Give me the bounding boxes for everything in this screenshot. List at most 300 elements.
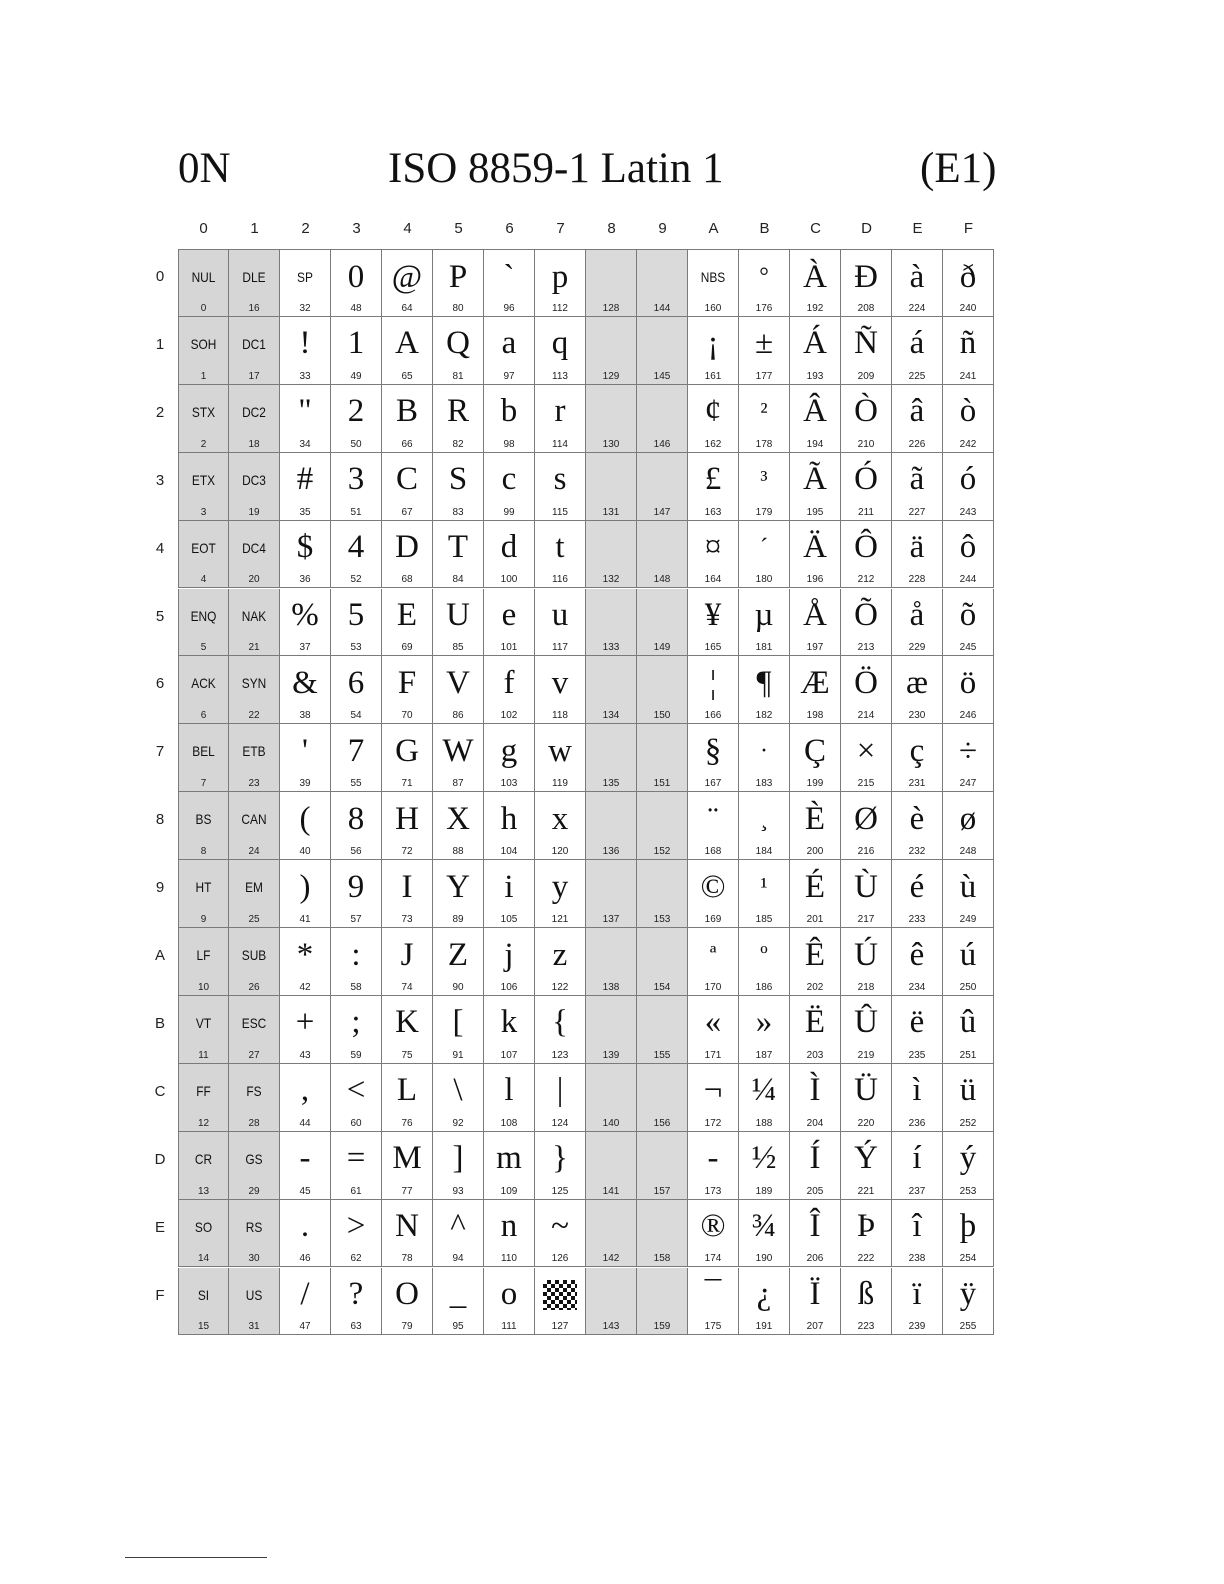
char-glyph: d bbox=[500, 529, 518, 566]
char-glyph: Ð bbox=[854, 258, 878, 295]
char-cell bbox=[586, 928, 637, 996]
char-glyph: ENQ bbox=[190, 607, 217, 624]
char-cell bbox=[790, 1200, 841, 1268]
char-glyph: ± bbox=[754, 325, 774, 362]
char-code: 92 bbox=[452, 1117, 464, 1129]
char-code: 183 bbox=[755, 778, 773, 790]
char-glyph: 0 bbox=[347, 258, 365, 295]
char-glyph: ç bbox=[909, 732, 925, 769]
char-cell bbox=[637, 1064, 688, 1132]
char-code: 202 bbox=[806, 981, 824, 993]
char-glyph bbox=[586, 728, 636, 774]
char-code: 31 bbox=[248, 1321, 260, 1333]
char-glyph: US bbox=[245, 1286, 263, 1303]
char-glyph: M bbox=[392, 1140, 422, 1177]
char-cell bbox=[739, 453, 790, 521]
char-code: 88 bbox=[452, 846, 464, 858]
char-glyph bbox=[637, 1000, 687, 1046]
char-cell bbox=[790, 453, 841, 521]
char-glyph: Ë bbox=[804, 1004, 826, 1041]
char-cell bbox=[892, 1064, 943, 1132]
char-cell bbox=[790, 928, 841, 996]
char-glyph: e bbox=[501, 597, 517, 633]
char-glyph: Ç bbox=[803, 732, 826, 769]
char-glyph: B bbox=[395, 393, 418, 430]
char-glyph: Ö bbox=[854, 664, 878, 701]
char-cell bbox=[178, 1132, 229, 1200]
char-code: 134 bbox=[602, 710, 620, 722]
char-cell bbox=[892, 521, 943, 589]
char-cell bbox=[790, 656, 841, 724]
char-cell bbox=[280, 1268, 331, 1336]
char-glyph: ³ bbox=[760, 466, 768, 493]
char-code: 87 bbox=[452, 778, 464, 790]
char-cell bbox=[892, 1132, 943, 1200]
char-cell bbox=[688, 521, 739, 589]
char-cell bbox=[841, 860, 892, 928]
char-glyph bbox=[586, 254, 636, 300]
char-code: 20 bbox=[248, 574, 260, 586]
char-cell bbox=[484, 860, 535, 928]
char-cell bbox=[841, 589, 892, 657]
char-cell bbox=[586, 1200, 637, 1268]
char-glyph: n bbox=[500, 1208, 518, 1245]
char-glyph: < bbox=[346, 1072, 366, 1109]
char-code: 80 bbox=[452, 302, 464, 314]
char-glyph: C bbox=[395, 461, 418, 498]
char-code: 220 bbox=[857, 1117, 875, 1129]
char-code: 100 bbox=[500, 574, 518, 586]
char-cell bbox=[178, 928, 229, 996]
char-glyph: , bbox=[300, 1072, 310, 1109]
char-code: 40 bbox=[299, 846, 311, 858]
char-code: 36 bbox=[299, 574, 311, 586]
char-cell bbox=[943, 385, 994, 453]
char-cell bbox=[535, 589, 586, 657]
char-cell bbox=[178, 1200, 229, 1268]
char-code: 238 bbox=[908, 1253, 926, 1265]
char-cell bbox=[637, 249, 688, 317]
char-glyph: Æ bbox=[800, 664, 830, 701]
char-cell bbox=[280, 724, 331, 792]
char-glyph: h bbox=[500, 800, 518, 837]
char-code: 10 bbox=[197, 981, 210, 993]
char-glyph: é bbox=[909, 868, 925, 905]
char-code: 19 bbox=[248, 506, 260, 518]
char-glyph: ! bbox=[299, 325, 311, 362]
char-glyph bbox=[637, 1272, 687, 1318]
char-code: 67 bbox=[401, 506, 413, 518]
char-glyph: U bbox=[446, 597, 470, 633]
char-cell bbox=[739, 521, 790, 589]
char-code: 3 bbox=[200, 506, 207, 518]
char-glyph: ¦ bbox=[709, 664, 717, 701]
char-code: 216 bbox=[857, 846, 875, 858]
char-cell bbox=[688, 249, 739, 317]
char-glyph: » bbox=[755, 1004, 773, 1041]
char-code: 131 bbox=[602, 506, 620, 518]
char-cell bbox=[739, 656, 790, 724]
char-glyph: ø bbox=[959, 800, 977, 837]
char-glyph: Ò bbox=[854, 393, 878, 430]
char-code: 145 bbox=[653, 370, 671, 382]
char-cell bbox=[739, 589, 790, 657]
char-glyph: \ bbox=[453, 1072, 463, 1109]
row-header: 6 bbox=[155, 675, 165, 693]
char-code: 153 bbox=[653, 913, 671, 925]
char-glyph: CAN bbox=[241, 811, 267, 828]
char-cell bbox=[229, 521, 280, 589]
char-code: 135 bbox=[602, 778, 620, 790]
char-glyph: ÷ bbox=[958, 732, 978, 769]
char-cell bbox=[892, 860, 943, 928]
char-glyph: x bbox=[551, 800, 569, 837]
char-cell bbox=[433, 928, 484, 996]
char-cell bbox=[229, 1064, 280, 1132]
char-code: 51 bbox=[350, 506, 362, 518]
page-title: ISO 8859-1 Latin 1 bbox=[388, 145, 724, 192]
char-cell bbox=[739, 928, 790, 996]
char-cell bbox=[331, 1064, 382, 1132]
char-cell bbox=[586, 1132, 637, 1200]
char-glyph: & bbox=[292, 664, 318, 701]
char-code: 111 bbox=[501, 1321, 517, 1333]
char-glyph: È bbox=[804, 800, 826, 837]
char-cell bbox=[535, 521, 586, 589]
char-code: 97 bbox=[503, 370, 515, 382]
char-glyph: ã bbox=[909, 461, 925, 498]
row-header: B bbox=[154, 1014, 165, 1032]
char-code: 213 bbox=[857, 642, 875, 654]
char-cell bbox=[790, 724, 841, 792]
char-glyph bbox=[637, 1068, 687, 1114]
char-code: 82 bbox=[452, 438, 464, 450]
char-code: 26 bbox=[248, 981, 260, 993]
char-glyph: © bbox=[700, 868, 726, 905]
char-glyph: á bbox=[909, 325, 925, 362]
char-glyph: ¯ bbox=[704, 1276, 722, 1312]
char-code: 30 bbox=[248, 1253, 260, 1265]
char-code: 72 bbox=[401, 846, 413, 858]
char-code: 204 bbox=[806, 1117, 824, 1129]
char-cell bbox=[790, 860, 841, 928]
char-code: 48 bbox=[350, 302, 362, 314]
char-code: 56 bbox=[350, 846, 362, 858]
char-cell bbox=[331, 521, 382, 589]
char-cell bbox=[484, 724, 535, 792]
char-glyph: 7 bbox=[347, 732, 365, 769]
char-code: 104 bbox=[500, 846, 518, 858]
char-code: 115 bbox=[552, 506, 568, 518]
char-cell bbox=[739, 317, 790, 385]
char-code: 186 bbox=[755, 981, 773, 993]
char-code: 200 bbox=[806, 846, 824, 858]
char-code: 248 bbox=[959, 846, 977, 858]
char-code: 18 bbox=[248, 438, 260, 450]
char-code: 110 bbox=[501, 1253, 517, 1265]
char-code: 63 bbox=[350, 1321, 362, 1333]
char-code: 39 bbox=[299, 778, 311, 790]
char-code: 103 bbox=[500, 778, 518, 790]
char-cell bbox=[841, 1132, 892, 1200]
char-code: 117 bbox=[552, 642, 568, 654]
char-code: 176 bbox=[755, 302, 773, 314]
char-code: 22 bbox=[248, 710, 260, 722]
char-glyph: ¶ bbox=[756, 664, 772, 701]
char-code: 190 bbox=[755, 1253, 773, 1265]
char-cell bbox=[943, 1200, 994, 1268]
char-cell bbox=[280, 860, 331, 928]
char-glyph: ¸ bbox=[760, 806, 768, 833]
char-glyph: ä bbox=[909, 529, 925, 566]
char-glyph: % bbox=[291, 597, 319, 633]
char-cell bbox=[586, 249, 637, 317]
char-cell bbox=[892, 1200, 943, 1268]
char-cell bbox=[637, 1200, 688, 1268]
char-glyph: } bbox=[552, 1140, 568, 1177]
char-glyph: Å bbox=[803, 597, 827, 633]
char-cell bbox=[433, 385, 484, 453]
row-header: 4 bbox=[155, 539, 165, 557]
char-code: 83 bbox=[452, 506, 464, 518]
char-glyph: SP bbox=[297, 269, 313, 285]
char-cell bbox=[331, 385, 382, 453]
column-header: D bbox=[861, 220, 872, 237]
char-code: 23 bbox=[248, 778, 260, 790]
char-code: 41 bbox=[299, 913, 311, 925]
char-code: 191 bbox=[755, 1321, 773, 1333]
char-glyph: ¤ bbox=[704, 529, 722, 566]
char-cell bbox=[280, 1064, 331, 1132]
char-glyph: ¥ bbox=[704, 597, 722, 633]
char-code: 174 bbox=[704, 1253, 722, 1265]
char-glyph: ¾ bbox=[751, 1208, 777, 1245]
char-glyph: NAK bbox=[241, 607, 267, 624]
char-cell bbox=[484, 385, 535, 453]
char-code: 89 bbox=[452, 913, 464, 925]
char-code: 247 bbox=[959, 778, 977, 790]
char-glyph: SI bbox=[197, 1286, 210, 1303]
char-cell bbox=[739, 1200, 790, 1268]
char-cell bbox=[331, 453, 382, 521]
char-code: 77 bbox=[401, 1185, 413, 1197]
char-cell bbox=[178, 385, 229, 453]
char-code: 175 bbox=[704, 1321, 722, 1333]
char-code: 157 bbox=[653, 1185, 671, 1197]
char-cell bbox=[841, 249, 892, 317]
char-code: 64 bbox=[401, 302, 413, 314]
char-cell bbox=[892, 656, 943, 724]
char-cell bbox=[688, 928, 739, 996]
char-glyph: Û bbox=[854, 1004, 878, 1041]
char-cell bbox=[484, 792, 535, 860]
char-glyph: 8 bbox=[347, 800, 365, 837]
char-code: 242 bbox=[959, 438, 977, 450]
char-cell bbox=[382, 1268, 433, 1336]
char-cell bbox=[433, 996, 484, 1064]
char-code: 168 bbox=[704, 846, 722, 858]
char-cell bbox=[637, 385, 688, 453]
char-glyph: å bbox=[909, 597, 925, 633]
char-glyph: SYN bbox=[241, 675, 267, 692]
char-code: 244 bbox=[959, 574, 977, 586]
char-cell bbox=[637, 792, 688, 860]
char-cell bbox=[586, 1064, 637, 1132]
char-glyph: _ bbox=[449, 1276, 467, 1312]
char-code: 252 bbox=[959, 1117, 977, 1129]
char-cell bbox=[484, 317, 535, 385]
char-glyph: CR bbox=[194, 1150, 213, 1167]
char-cell bbox=[841, 317, 892, 385]
char-glyph: ò bbox=[959, 393, 977, 430]
char-cell bbox=[943, 860, 994, 928]
char-cell bbox=[790, 996, 841, 1064]
char-glyph: Á bbox=[803, 325, 827, 362]
char-code: 209 bbox=[857, 370, 875, 382]
char-glyph: ² bbox=[760, 398, 768, 425]
char-cell bbox=[433, 1064, 484, 1132]
char-cell bbox=[637, 317, 688, 385]
char-code: 214 bbox=[857, 710, 875, 722]
char-code: 123 bbox=[551, 1049, 569, 1061]
char-glyph: à bbox=[909, 258, 925, 295]
char-cell bbox=[892, 317, 943, 385]
char-code: 188 bbox=[755, 1117, 773, 1129]
char-code: 27 bbox=[248, 1049, 260, 1061]
char-glyph bbox=[586, 457, 636, 503]
char-code: 241 bbox=[959, 370, 977, 382]
char-cell bbox=[943, 453, 994, 521]
char-glyph: £ bbox=[704, 461, 722, 498]
char-glyph: J bbox=[400, 936, 414, 973]
column-header: 1 bbox=[250, 220, 259, 237]
char-cell bbox=[280, 521, 331, 589]
char-code: 12 bbox=[197, 1117, 210, 1129]
char-code: 219 bbox=[857, 1049, 875, 1061]
char-code: 95 bbox=[452, 1321, 464, 1333]
char-glyph: > bbox=[346, 1208, 366, 1245]
char-glyph: 4 bbox=[347, 529, 365, 566]
char-code: 148 bbox=[653, 574, 671, 586]
char-code: 47 bbox=[299, 1321, 311, 1333]
char-cell bbox=[586, 521, 637, 589]
char-code: 11 bbox=[198, 1049, 209, 1061]
char-glyph: $ bbox=[296, 529, 314, 566]
char-code: 4 bbox=[200, 574, 207, 586]
char-code: 205 bbox=[806, 1185, 824, 1197]
char-glyph: 3 bbox=[347, 461, 365, 498]
char-glyph: R bbox=[446, 393, 469, 430]
char-glyph: NUL bbox=[191, 269, 216, 285]
char-cell bbox=[178, 792, 229, 860]
char-cell bbox=[433, 792, 484, 860]
char-cell bbox=[688, 996, 739, 1064]
char-glyph bbox=[586, 389, 636, 435]
char-cell bbox=[688, 1064, 739, 1132]
char-cell bbox=[892, 249, 943, 317]
char-glyph: ' bbox=[302, 732, 308, 769]
char-glyph: É bbox=[804, 868, 826, 905]
char-cell bbox=[382, 385, 433, 453]
char-cell bbox=[229, 1200, 280, 1268]
char-code: 194 bbox=[806, 438, 824, 450]
char-cell bbox=[943, 928, 994, 996]
char-cell bbox=[688, 385, 739, 453]
char-cell bbox=[229, 249, 280, 317]
char-glyph: y bbox=[551, 868, 569, 905]
char-cell bbox=[382, 589, 433, 657]
char-glyph: ì bbox=[912, 1072, 922, 1109]
char-code: 32 bbox=[299, 302, 311, 314]
char-glyph: µ bbox=[754, 597, 774, 633]
char-code: 164 bbox=[704, 574, 722, 586]
header-right-code: (E1) bbox=[920, 145, 997, 192]
char-code: 16 bbox=[248, 302, 260, 314]
char-glyph: P bbox=[448, 258, 468, 295]
char-code: 139 bbox=[602, 1049, 620, 1061]
char-cell bbox=[433, 521, 484, 589]
char-glyph bbox=[586, 932, 636, 978]
char-code: 79 bbox=[401, 1321, 413, 1333]
char-glyph: ö bbox=[959, 664, 977, 701]
char-code: 218 bbox=[857, 981, 875, 993]
char-code: 58 bbox=[350, 981, 362, 993]
char-code: 93 bbox=[452, 1185, 464, 1197]
char-code: 156 bbox=[653, 1117, 671, 1129]
row-header: D bbox=[154, 1150, 166, 1168]
char-code: 150 bbox=[653, 710, 671, 722]
char-code: 224 bbox=[908, 302, 926, 314]
char-glyph: ) bbox=[299, 868, 311, 905]
char-cell bbox=[535, 453, 586, 521]
char-code: 128 bbox=[602, 302, 620, 314]
char-code: 6 bbox=[200, 710, 207, 722]
char-cell bbox=[178, 656, 229, 724]
char-cell bbox=[637, 589, 688, 657]
char-code: 228 bbox=[908, 574, 926, 586]
char-code: 127 bbox=[551, 1321, 569, 1333]
char-glyph: ¹ bbox=[760, 874, 768, 901]
char-code: 136 bbox=[602, 846, 620, 858]
column-header: 8 bbox=[607, 220, 616, 237]
column-header: 0 bbox=[199, 220, 208, 237]
char-code: 125 bbox=[551, 1185, 569, 1197]
char-cell bbox=[739, 1064, 790, 1132]
char-code: 61 bbox=[350, 1185, 362, 1197]
char-cell bbox=[331, 1200, 382, 1268]
char-cell bbox=[229, 724, 280, 792]
char-code: 65 bbox=[401, 370, 413, 382]
char-glyph: ESC bbox=[241, 1014, 267, 1031]
char-cell bbox=[841, 792, 892, 860]
column-header: 4 bbox=[403, 220, 412, 237]
char-glyph: ` bbox=[503, 258, 515, 295]
char-cell bbox=[739, 724, 790, 792]
char-code: 149 bbox=[653, 642, 671, 654]
column-header: A bbox=[708, 220, 719, 237]
char-glyph: SUB bbox=[241, 947, 267, 963]
char-cell bbox=[535, 1064, 586, 1132]
char-code: 166 bbox=[704, 710, 722, 722]
char-glyph: ? bbox=[348, 1276, 364, 1312]
char-code: 49 bbox=[350, 370, 362, 382]
char-code: 113 bbox=[552, 370, 568, 382]
char-glyph: î bbox=[912, 1208, 922, 1245]
char-code: 246 bbox=[959, 710, 977, 722]
char-cell bbox=[892, 792, 943, 860]
char-glyph: ETX bbox=[191, 471, 216, 488]
char-code: 162 bbox=[704, 438, 722, 450]
